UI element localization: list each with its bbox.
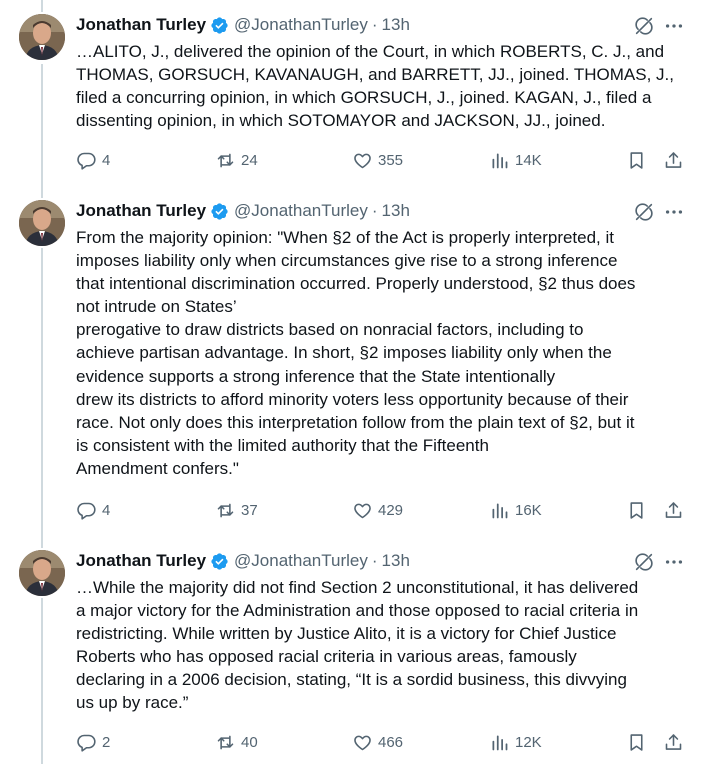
tweet-header <box>76 550 410 572</box>
views-icon <box>489 500 510 521</box>
like-count: 355 <box>378 151 404 169</box>
repost-count: 37 <box>241 501 258 519</box>
reply-button[interactable] <box>76 498 110 522</box>
repost-button[interactable] <box>215 498 258 522</box>
author-name[interactable]: Jonathan Turley <box>76 551 207 570</box>
verified-badge-icon <box>210 16 229 35</box>
like-icon <box>352 732 373 753</box>
views-button[interactable] <box>489 148 542 172</box>
share-button[interactable] <box>663 730 684 754</box>
tweet-header <box>76 200 410 222</box>
author-name[interactable]: Jonathan Turley <box>76 15 207 34</box>
like-button[interactable] <box>352 148 403 172</box>
tweet-text: …While the majority did not find Section 2 unconstitutional, it has delivered a major victory for the Administration and those opposed to racial criteria in redistricting. While written by Justice Alito, it is a victory for Chief Justice Roberts who has opposed racial criteria in various areas, famously declaring in a 2006 decision, stating, “It is a sordid business, this divvying us up by race.” <box>76 578 639 713</box>
verified-badge-icon <box>210 202 229 221</box>
repost-count: 40 <box>241 733 258 751</box>
grok-icon[interactable] <box>633 551 655 573</box>
tweet-text: …ALITO, J., delivered the opinion of the Court, in which ROBERTS, C. J., and THOMAS, GORSUCH, KAVANAUGH, and BARRETT, JJ., joined. THOMAS, J., filed a concurring opinion, in which GORSUCH, J., joined. KAGAN, J., filed a dissenting opinion, in which SOTOMAYOR and JACKSON, JJ., joined. <box>76 42 674 131</box>
like-button[interactable] <box>352 730 403 754</box>
bookmark-icon <box>626 732 647 753</box>
reply-count: 4 <box>102 501 111 519</box>
bookmark-button[interactable] <box>626 498 647 522</box>
author-handle[interactable]: @JonathanTurley <box>234 201 368 220</box>
like-count: 466 <box>378 733 404 751</box>
like-count: 429 <box>378 501 404 519</box>
repost-button[interactable] <box>215 148 258 172</box>
tweet-header <box>76 14 410 36</box>
views-count: 12K <box>515 733 542 751</box>
avatar[interactable] <box>19 200 65 246</box>
bookmark-button[interactable] <box>626 730 647 754</box>
avatar[interactable] <box>19 550 65 596</box>
bookmark-icon <box>626 500 647 521</box>
views-icon <box>489 150 510 171</box>
reply-button[interactable] <box>76 148 110 172</box>
repost-icon <box>215 500 236 521</box>
verified-badge-icon <box>210 552 229 571</box>
timestamp[interactable]: 13h <box>381 551 410 570</box>
author-handle[interactable]: @JonathanTurley <box>234 551 368 570</box>
tweet[interactable] <box>0 186 704 536</box>
views-icon <box>489 732 510 753</box>
grok-icon[interactable] <box>633 201 655 223</box>
share-button[interactable] <box>663 148 684 172</box>
repost-button[interactable] <box>215 730 258 754</box>
reply-count: 4 <box>102 151 111 169</box>
repost-icon <box>215 150 236 171</box>
repost-icon <box>215 732 236 753</box>
tweet[interactable] <box>0 536 704 764</box>
views-count: 16K <box>515 501 542 519</box>
action-bar <box>76 148 691 172</box>
more-icon[interactable] <box>663 15 685 37</box>
views-button[interactable] <box>489 730 542 754</box>
separator: · <box>371 15 378 34</box>
like-icon <box>352 150 373 171</box>
views-count: 14K <box>515 151 542 169</box>
like-button[interactable] <box>352 498 403 522</box>
separator: · <box>371 201 378 220</box>
separator: · <box>371 551 378 570</box>
reply-icon <box>76 500 97 521</box>
grok-icon[interactable] <box>633 15 655 37</box>
action-bar <box>76 730 691 754</box>
share-icon <box>663 150 684 171</box>
reply-icon <box>76 150 97 171</box>
share-icon <box>663 500 684 521</box>
tweet-text: From the majority opinion: "When §2 of the Act is properly interpreted, it imposes liability only when circumstances give rise to a strong inference that intentional discrimination occurred. Properly understood, §2 thus does not intrude on States’ prerogative to draw districts based on nonracial factors, including to achieve partisan advantage. In short, §2 imposes liability only when the evidence supports a strong inference that the State intentionally drew its districts to afford minority voters less opportunity because of their race. Not only does this interpretation follow from the plain text of §2, but it is consistent with the limited authority that the Fifteenth Amendment confers." <box>76 228 636 478</box>
bookmark-icon <box>626 150 647 171</box>
bookmark-button[interactable] <box>626 148 647 172</box>
timestamp[interactable]: 13h <box>381 15 410 34</box>
action-bar <box>76 498 691 522</box>
avatar[interactable] <box>19 14 65 60</box>
tweet[interactable] <box>0 0 704 186</box>
author-handle[interactable]: @JonathanTurley <box>234 15 368 34</box>
more-icon[interactable] <box>663 201 685 223</box>
repost-count: 24 <box>241 151 258 169</box>
reply-icon <box>76 732 97 753</box>
like-icon <box>352 500 373 521</box>
timestamp[interactable]: 13h <box>381 201 410 220</box>
views-button[interactable] <box>489 498 542 522</box>
more-icon[interactable] <box>663 551 685 573</box>
reply-button[interactable] <box>76 730 110 754</box>
share-icon <box>663 732 684 753</box>
share-button[interactable] <box>663 498 684 522</box>
author-name[interactable]: Jonathan Turley <box>76 201 207 220</box>
reply-count: 2 <box>102 733 111 751</box>
